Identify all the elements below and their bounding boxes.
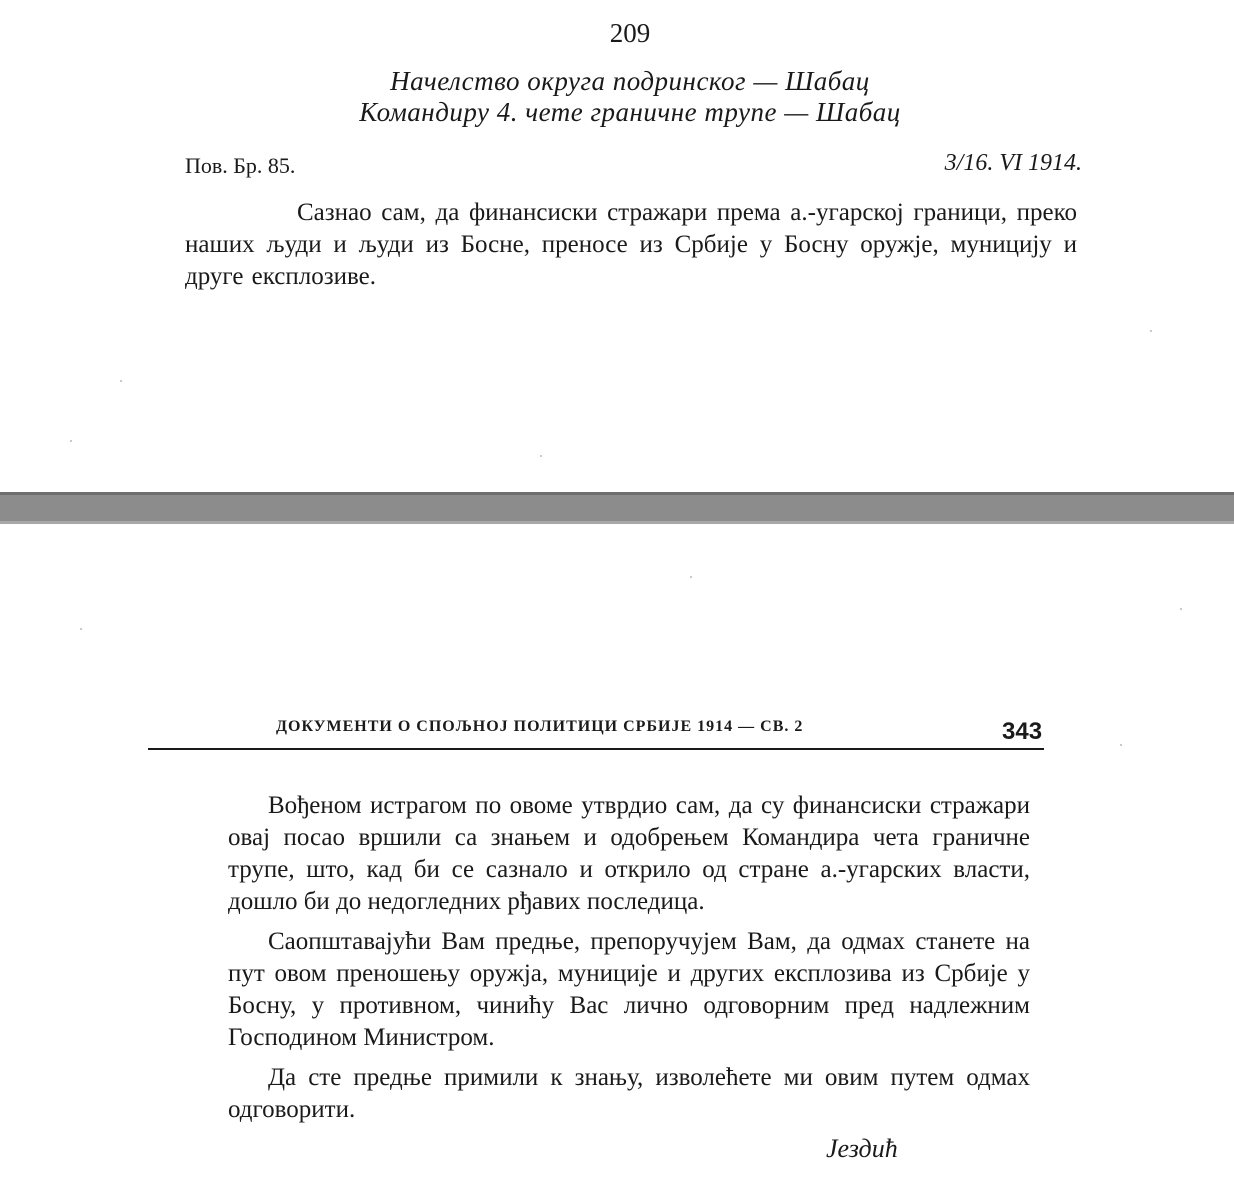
body-text bbox=[228, 790, 1030, 1134]
document-heading-line-1: Начелство округа подринског — Шабац bbox=[390, 66, 870, 96]
running-head: ДОКУМЕНТИ О СПОЉНОЈ ПОЛИТИЦИ СРБИЈЕ 1914 — СВ. 2 bbox=[276, 718, 804, 735]
body-paragraph: Сазнао сам, да финансиски стражари према а.-угарској граници, преко наших људи и људи из Босне, преносе из Србије у Босну оружје, муницију и друге експлозиве. bbox=[185, 199, 1077, 290]
scan-speck bbox=[80, 628, 82, 630]
scan-speck bbox=[70, 440, 72, 442]
body-paragraph: Вођеном истрагом по овоме утврдио сам, да су финансиски стражари овај посао вршили са знањем и одобрењем Командира чета граничне трупе, што, кад би се сазнало и открило од стране а.-угарских власти, дошло би до недогледних рђавих последица. bbox=[228, 792, 1030, 915]
scan-speck bbox=[690, 576, 692, 578]
document-heading-line-2: Командиру 4. чете граничне трупе — Шабац bbox=[359, 97, 901, 127]
body-paragraph: Саопштавајући Вам предње, препоручујем Вам, да одмах станете на пут овом преношењу оружја, муниције и других експлозива из Србије у Босну, у противном, чинићу Вас лично одговорним пред надлежним Господином Министром. bbox=[228, 928, 1030, 1051]
header-rule bbox=[148, 748, 1044, 750]
reference-number: Пов. Бр. 85. bbox=[185, 153, 296, 178]
scan-speck bbox=[1150, 330, 1152, 332]
top-page-scan bbox=[0, 0, 1234, 492]
page-number: 343 bbox=[1002, 718, 1043, 745]
document-date: 3/16. VI 1914. bbox=[944, 150, 1082, 176]
page-number: 209 bbox=[609, 18, 651, 48]
bottom-page-scan bbox=[0, 524, 1234, 1184]
signature: Јездић bbox=[826, 1134, 898, 1163]
scan-speck bbox=[1120, 744, 1122, 746]
scan-speck bbox=[540, 455, 542, 457]
body-paragraph: Да сте предње примили к знању, изволећете ми овим путем одмах одговорити. bbox=[228, 1064, 1030, 1123]
page-divider bbox=[0, 492, 1234, 524]
scan-speck bbox=[120, 380, 122, 382]
scan-speck bbox=[1180, 608, 1182, 610]
